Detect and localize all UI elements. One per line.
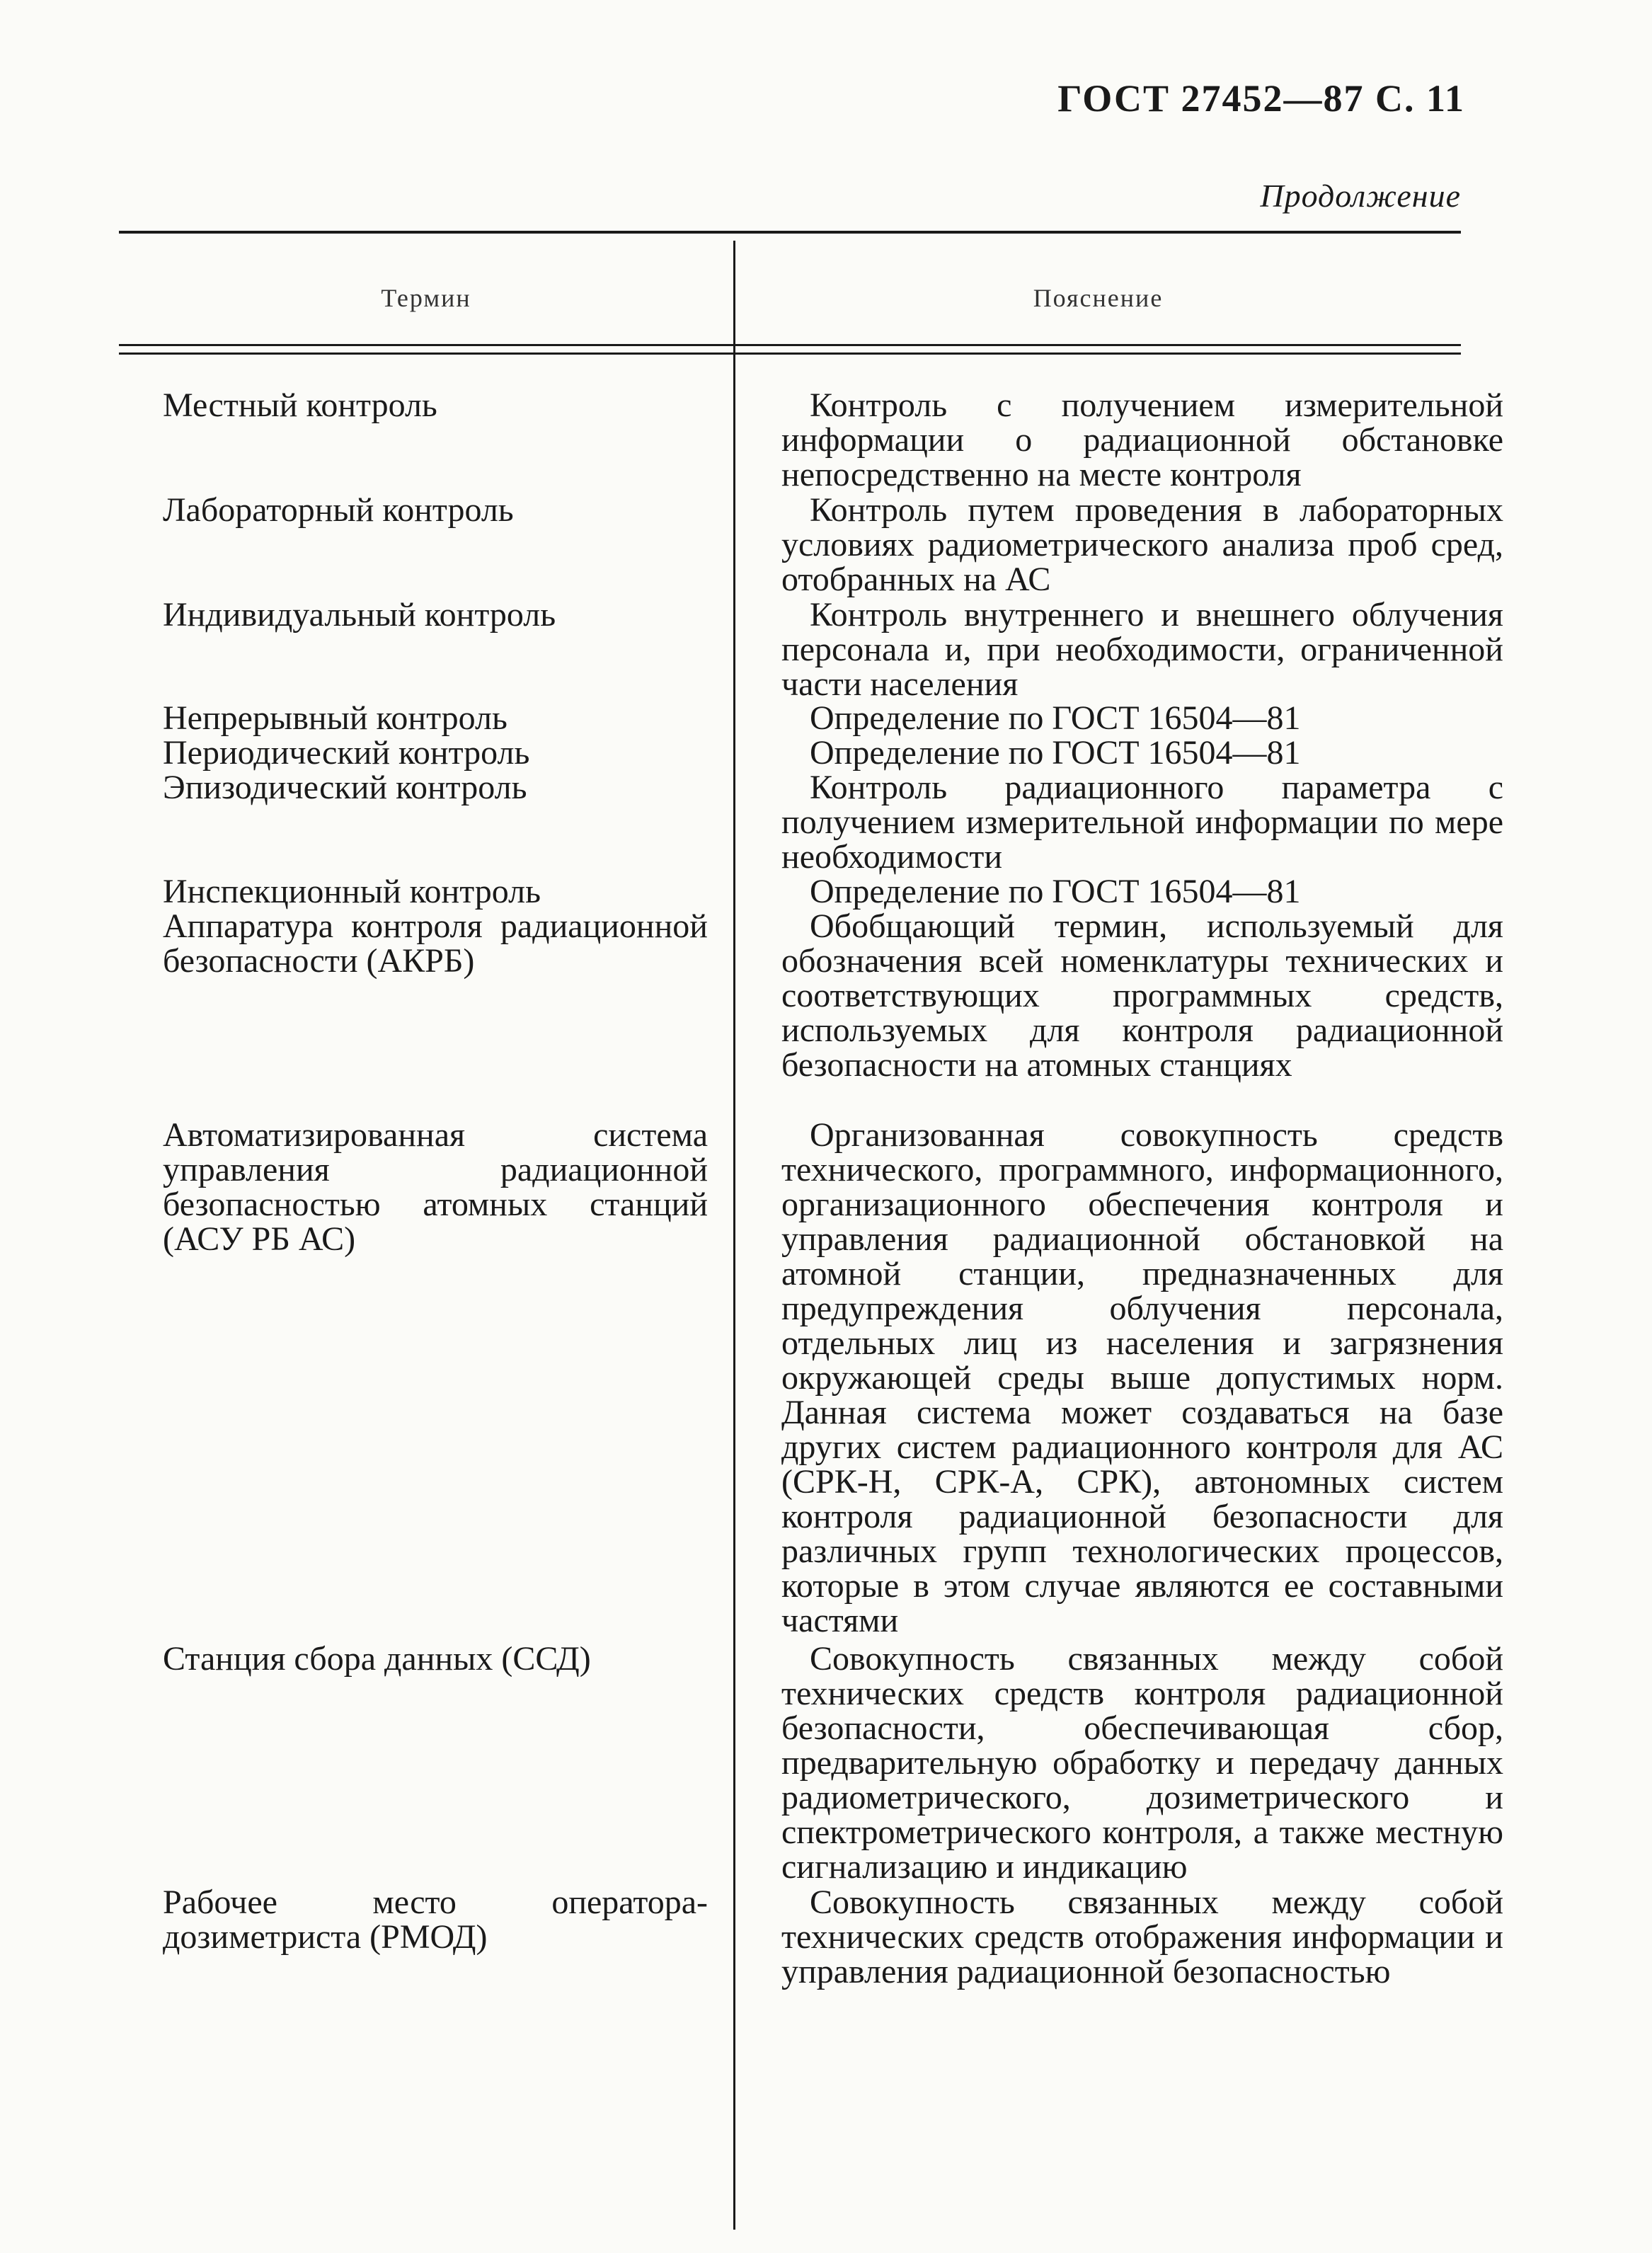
page-header: ГОСТ 27452—87 С. 11	[1057, 77, 1465, 120]
term-cell: Непрерывный контроль	[163, 699, 507, 737]
explanation-cell: Организованная совокупность средств технического, программного, информационного, организационного обеспечения контроля и управления радиационной обстановкой на атомной станции, предназначенных для предупреждения облучения персонала, отдельных лиц из населения и загрязнения окружающей среды выше допустимых норм. Данная система может создаваться на базе других систем радиационного контроля для АС (СРК-Н, СРК-А, СРК), автономных систем контроля радиационной безопасности для различных групп технологических процессов, которые в этом случае являются ее составными частями	[781, 1116, 1503, 1639]
table-row	[119, 701, 1503, 735]
explanation-cell: Обобщающий термин, используемый для обозначения всей номенклатуры технических и соответствующих программных средств, используемых для контроля радиационной безопасности на атомных станциях	[781, 907, 1503, 1084]
column-header-explanation: Пояснение	[1033, 284, 1164, 312]
explanation-cell: Контроль радиационного параметра с получением измерительной информации по мере необходимости	[781, 769, 1503, 876]
table-row	[119, 1885, 1503, 2026]
explanation-cell: Определение по ГОСТ 16504—81	[810, 734, 1301, 772]
header-rule-lower	[119, 352, 1461, 355]
term-cell: Станция сбора данных (ССД)	[163, 1640, 591, 1678]
term-cell: Периодический контроль	[163, 734, 530, 772]
table-row	[119, 493, 1503, 597]
header-rule-upper	[119, 344, 1461, 346]
term-cell: Индивидуальный контроль	[163, 596, 556, 634]
column-header-term: Термин	[381, 284, 471, 312]
table-row	[119, 874, 1503, 909]
explanation-cell: Контроль путем проведения в лабораторных условиях радиометрического анализа проб сред, отобранных на АС	[781, 491, 1503, 598]
table-row	[119, 1641, 1503, 1885]
term-cell: Местный контроль	[163, 386, 437, 424]
table-top-rule	[119, 231, 1461, 234]
table-row	[119, 909, 1503, 1118]
table-row	[119, 597, 1503, 701]
term-cell: Лабораторный контроль	[163, 491, 514, 529]
table-row	[119, 388, 1503, 493]
term-cell: Эпизодический контроль	[163, 769, 527, 806]
explanation-cell: Определение по ГОСТ 16504—81	[810, 873, 1301, 910]
term-cell: Рабочее место оператора-дозиметриста (РМОД)	[163, 1884, 708, 1956]
explanation-cell: Контроль внутреннего и внешнего облучения персонала и, при необходимости, ограниченной части населения	[781, 596, 1503, 703]
term-cell: Инспекционный контроль	[163, 873, 541, 910]
term-cell: Аппаратура контроля радиационной безопасности (АКРБ)	[163, 907, 708, 980]
explanation-cell: Контроль с получением измерительной информации о радиационной обстановке непосредственно на месте контроля	[781, 386, 1503, 493]
table-row	[119, 770, 1503, 874]
table-body	[119, 388, 1503, 2026]
explanation-cell: Совокупность связанных между собой технических средств отображения информации и управления радиационной безопасностью	[781, 1884, 1503, 1990]
term-cell: Автоматизированная система управления радиационной безопасностью атомных станций (АСУ РБ АС)	[163, 1116, 708, 1258]
explanation-cell: Совокупность связанных между собой технических средств контроля радиационной безопасности, обеспечивающая сбор, предварительную обработку и передачу данных радиометрического, дозиметрического и спектрометрического контроля, а также местную сигнализацию и индикацию	[781, 1640, 1503, 1886]
continuation-label: Продолжение	[1260, 178, 1461, 214]
table-row	[119, 1118, 1503, 1641]
table-row	[119, 735, 1503, 770]
explanation-cell: Определение по ГОСТ 16504—81	[810, 699, 1301, 737]
